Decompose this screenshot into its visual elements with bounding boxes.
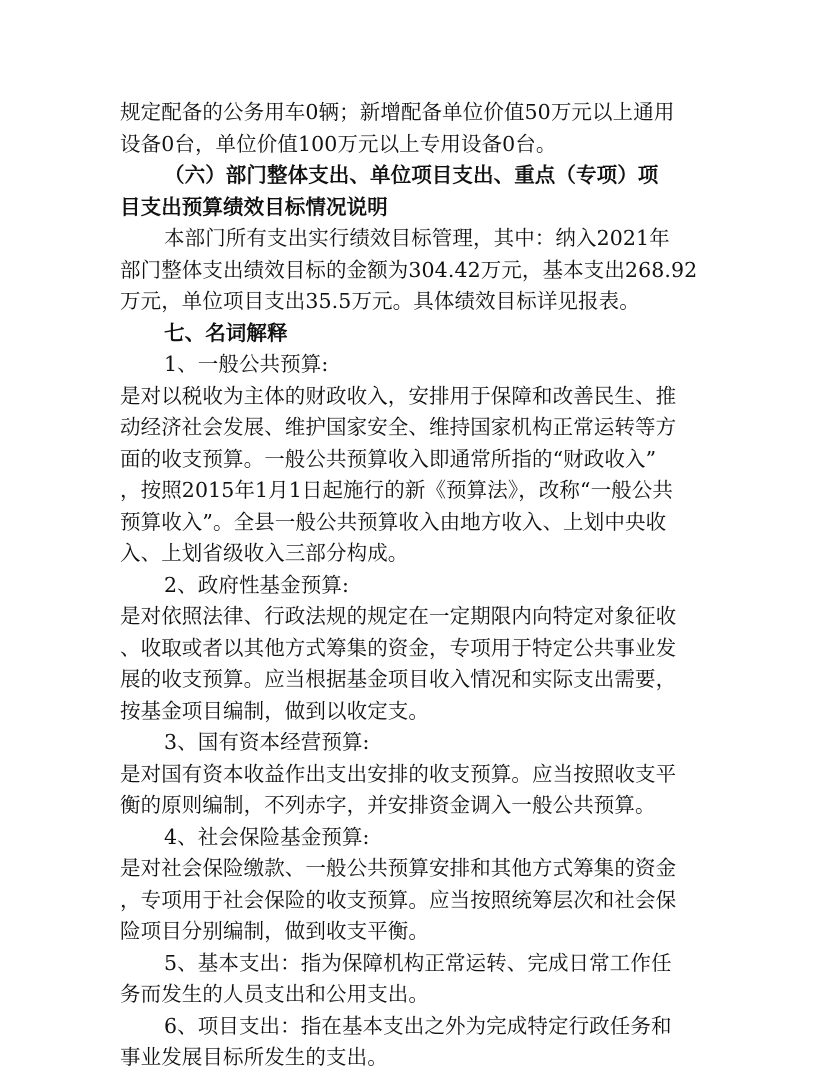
term-title-4: 4、社会保险基金预算: (164, 824, 370, 849)
paragraph-line: 设备0台，单位价值100万元以上专用设备0台。 (120, 131, 557, 156)
paragraph-line: 部门整体支出绩效目标的金额为304.42万元，基本支出268.92 (120, 257, 698, 282)
section-heading-6-cont: 目支出预算绩效目标情况说明 (120, 194, 388, 219)
paragraph-line: 务而发生的人员支出和公用支出。 (120, 982, 429, 1006)
paragraph-line: 万元，单位项目支出35.5万元。具体绩效目标详见报表。 (120, 289, 640, 313)
paragraph-line: 本部门所有支出实行绩效目标管理，其中：纳入2021年 (164, 226, 670, 250)
term-definition-6: 6、项目支出：指在基本支出之外为完成特定行政任务和 (164, 1013, 672, 1038)
section-heading-6: （六）部门整体支出、单位项目支出、重点（专项）项 (164, 163, 659, 187)
paragraph-line: 面的收支预算。一般公共预算收入即通常所指的“财政收入” (120, 446, 657, 471)
term-title-1: 1、一般公共预算: (164, 352, 329, 376)
section-heading-7: 七、名词解释 (164, 320, 288, 345)
document-body (120, 97, 700, 1074)
term-title-2: 2、政府性基金预算: (164, 572, 349, 597)
paragraph-line: 预算收入”。全县一般公共预算收入由地方收入、上划中央收 (120, 509, 667, 534)
paragraph-line: ，专项用于社会保险的收支预算。应当按照统筹层次和社会保 (120, 887, 677, 912)
paragraph-line: 、收取或者以其他方式筹集的资金，专项用于特定公共事业发 (120, 635, 677, 660)
paragraph-line: 规定配备的公务用车0辆；新增配备单位价值50万元以上通用 (120, 100, 675, 124)
paragraph-line: 事业发展目标所发生的支出。 (120, 1045, 388, 1069)
paragraph-line: 是对社会保险缴款、一般公共预算安排和其他方式筹集的资金 (120, 856, 677, 880)
paragraph-line: 按基金项目编制，做到以收定支。 (120, 698, 429, 723)
paragraph-line: 展的收支预算。应当根据基金项目收入情况和实际支出需要， (120, 667, 677, 691)
paragraph-line: 是对以税收为主体的财政收入，安排用于保障和改善民生、推 (120, 383, 677, 408)
paragraph-line: ，按照2015年1月1日起施行的新《预算法》，改称“一般公共 (120, 478, 673, 502)
term-title-3: 3、国有资本经营预算: (164, 730, 370, 754)
paragraph-line: 入、上划省级收入三部分构成。 (120, 541, 409, 565)
paragraph-line: 衡的原则编制，不列赤字，并安排资金调入一般公共预算。 (120, 793, 656, 817)
paragraph-line: 是对依照法律、行政法规的规定在一定期限内向特定对象征收 (120, 604, 677, 628)
term-definition-5: 5、基本支出：指为保障机构正常运转、完成日常工作任 (164, 950, 672, 975)
paragraph-line: 是对国有资本收益作出支出安排的收支预算。应当按照收支平 (120, 761, 677, 786)
paragraph-line: 险项目分别编制，做到收支平衡。 (120, 919, 429, 943)
paragraph-line: 动经济社会发展、维护国家安全、维持国家机构正常运转等方 (120, 415, 677, 439)
